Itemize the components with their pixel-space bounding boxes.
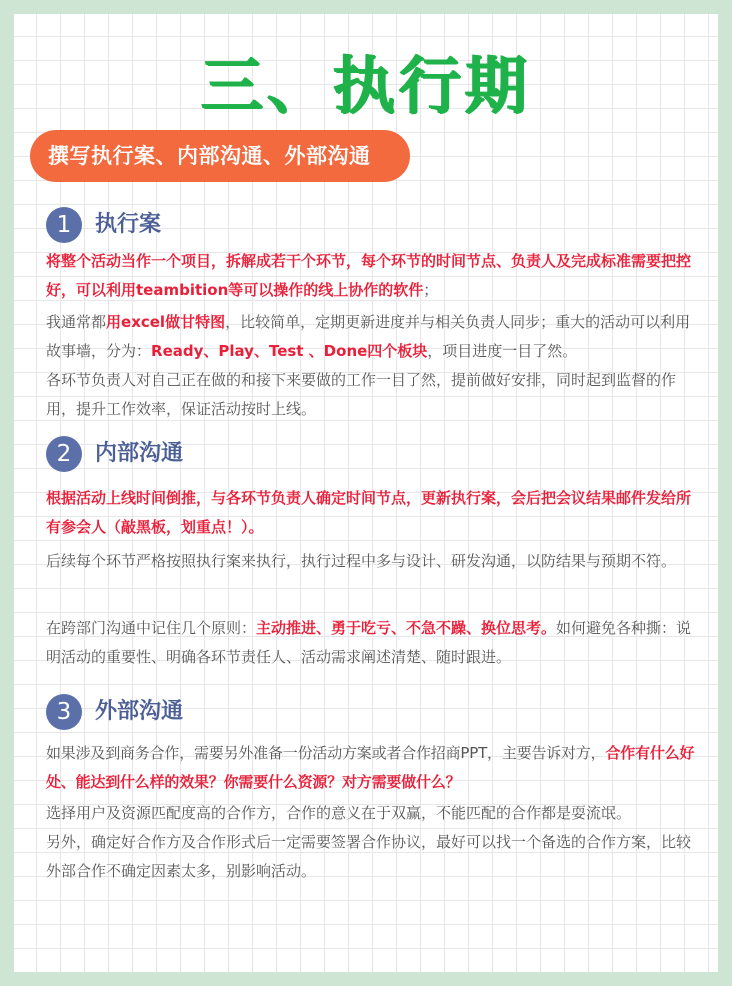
paragraph-text: ，比较简单，定期更新进度并与相关负责人同步；重大的活动可以利用故事墙，分为： bbox=[46, 313, 691, 360]
highlight-text: 用excel做甘特图 bbox=[106, 313, 226, 331]
highlight-text: 合作有什么好处、能达到什么样的效果？你需要什么资源？对方需要做什么？ bbox=[46, 744, 695, 791]
paragraph-text: 如何避免各种撕：说明活动的重要性、明确各环节责任人、活动需求阐述清楚、随时跟进。 bbox=[46, 619, 692, 666]
subtitle-banner: 撰写执行案、内部沟通、外部沟通 bbox=[30, 130, 410, 182]
section-heading: 执行案 bbox=[95, 212, 162, 237]
highlight-text: 将整个活动当作一个项目，拆解成若干个环节，每个环节的时间节点、负责人及完成标准需要把控好，可以利用teambition等可以操作的线上协作的软件 bbox=[46, 252, 692, 299]
section-2-paragraph-3 bbox=[46, 614, 698, 672]
section-3-paragraph-3: 另外，确定好合作方及合作形式后一定需要签署合作协议，最好可以找一个备选的合作方案，比较外部合作不确定因素太多，别影响活动。 bbox=[46, 833, 692, 880]
section-3-paragraph-1 bbox=[46, 739, 698, 797]
section-2-paragraph-1 bbox=[46, 484, 698, 542]
paragraph-text: 在跨部门沟通中记住几个原则： bbox=[46, 619, 257, 637]
paragraph-text: 如果涉及到商务合作，需要另外准备一份活动方案或者合作招商PPT，主要告诉对方， bbox=[46, 744, 606, 762]
page-title: 三、执行期 bbox=[200, 49, 531, 122]
section-number-badge: 1 bbox=[46, 207, 82, 243]
section-1-paragraph-2 bbox=[46, 308, 698, 366]
section-number-badge: 3 bbox=[46, 694, 82, 730]
highlight-text: 根据活动上线时间倒推，与各环节负责人确定时间节点，更新执行案，会后把会议结果邮件发给所有参会人（敲黑板，划重点！）。 bbox=[46, 489, 692, 536]
section-3-paragraph-2: 选择用户及资源匹配度高的合作方，合作的意义在于双赢，不能匹配的合作都是耍流氓。 bbox=[46, 804, 632, 822]
paragraph-text: ，项目进度一目了然。 bbox=[427, 342, 578, 360]
section-1-paragraph-1 bbox=[46, 247, 698, 305]
paragraph-text: 我通常都 bbox=[46, 313, 107, 331]
section-heading: 内部沟通 bbox=[95, 441, 184, 466]
section-2-paragraph-2: 后续每个环节严格按照执行案来执行，执行过程中多与设计、研发沟通，以防结果与预期不符。 bbox=[46, 552, 677, 570]
highlight-text: Ready、Play、Test 、Done四个板块 bbox=[151, 342, 428, 360]
paragraph-text: ； bbox=[423, 281, 439, 299]
section-1-paragraph-3: 各环节负责人对自己正在做的和接下来要做的工作一目了然，提前做好安排，同时起到监督的作用，提升工作效率，保证活动按时上线。 bbox=[46, 371, 677, 418]
highlight-text: 主动推进、勇于吃亏、不急不躁、换位思考。 bbox=[256, 619, 557, 637]
section-number-badge: 2 bbox=[46, 436, 82, 472]
section-heading: 外部沟通 bbox=[95, 699, 184, 724]
